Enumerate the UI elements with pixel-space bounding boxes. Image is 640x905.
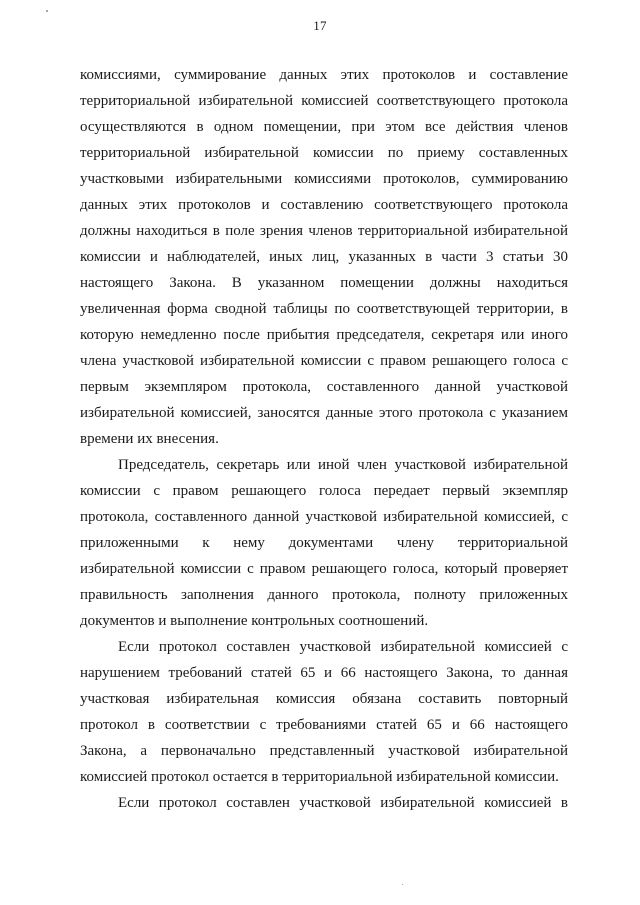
- text-line: должны находиться в поле зрения членов территориальной избирательной: [80, 223, 568, 239]
- text-line: члена участковой избирательной комиссии с правом решающего голоса с: [80, 353, 568, 369]
- text-line: осуществляются в одном помещении, при этом все действия членов: [80, 119, 568, 135]
- text-line: протокола, составленного данной участковой избирательной комиссией, с: [80, 509, 568, 525]
- scan-speck: [46, 10, 48, 12]
- paragraph-1: [80, 62, 568, 452]
- text-line: Если протокол составлен участковой избирательной комиссией в: [118, 795, 568, 811]
- text-line: избирательной комиссией, заносятся данные этого протокола с указанием: [80, 405, 568, 421]
- text-line: нарушением требований статей 65 и 66 настоящего Закона, то данная: [80, 665, 568, 681]
- text-line: первым экземпляром протокола, составленного данной участковой: [80, 379, 568, 395]
- text-line: участковыми избирательными комиссиями протоколов, суммированию: [80, 171, 568, 187]
- text-line: документов и выполнение контрольных соотношений.: [80, 613, 429, 629]
- text-line: которую немедленно после прибытия председателя, секретаря или иного: [80, 327, 568, 343]
- document-body: [80, 62, 568, 816]
- text-line: комиссии и наблюдателей, иных лиц, указанных в части 3 статьи 30: [80, 249, 568, 265]
- text-line: комиссиями, суммирование данных этих протоколов и составление: [80, 67, 568, 83]
- text-line: территориальной избирательной комиссии по приему составленных: [80, 145, 568, 161]
- text-line: увеличенная форма сводной таблицы по соответствующей территории, в: [80, 301, 568, 317]
- scan-speck: [402, 884, 403, 885]
- paragraph-2: [80, 452, 568, 634]
- paragraph-3: [80, 634, 568, 790]
- text-line: комиссией протокол остается в территориальной избирательной комиссии.: [80, 769, 559, 785]
- text-line: территориальной избирательной комиссией соответствующего протокола: [80, 93, 568, 109]
- text-line: комиссии с правом решающего голоса передает первый экземпляр: [80, 483, 568, 499]
- text-line: протокол в соответствии с требованиями статей 65 и 66 настоящего: [80, 717, 568, 733]
- text-line: участковая избирательная комиссия обязана составить повторный: [80, 691, 568, 707]
- text-line: правильность заполнения данного протокола, полноту приложенных: [80, 587, 568, 603]
- text-line: избирательной комиссии с правом решающего голоса, который проверяет: [80, 561, 568, 577]
- text-line: времени их внесения.: [80, 431, 219, 447]
- text-line: приложенными к нему документами члену территориальной: [80, 535, 568, 551]
- page-number: 17: [313, 18, 327, 33]
- paragraph-4: [80, 790, 568, 816]
- text-line: Если протокол составлен участковой избирательной комиссией с: [118, 639, 568, 655]
- text-line: Председатель, секретарь или иной член участковой избирательной: [118, 457, 568, 473]
- text-line: Закона, а первоначально представленный участковой избирательной: [80, 743, 568, 759]
- text-line: данных этих протоколов и составлению соответствующего протокола: [80, 197, 568, 213]
- text-line: настоящего Закона. В указанном помещении должны находиться: [80, 275, 568, 291]
